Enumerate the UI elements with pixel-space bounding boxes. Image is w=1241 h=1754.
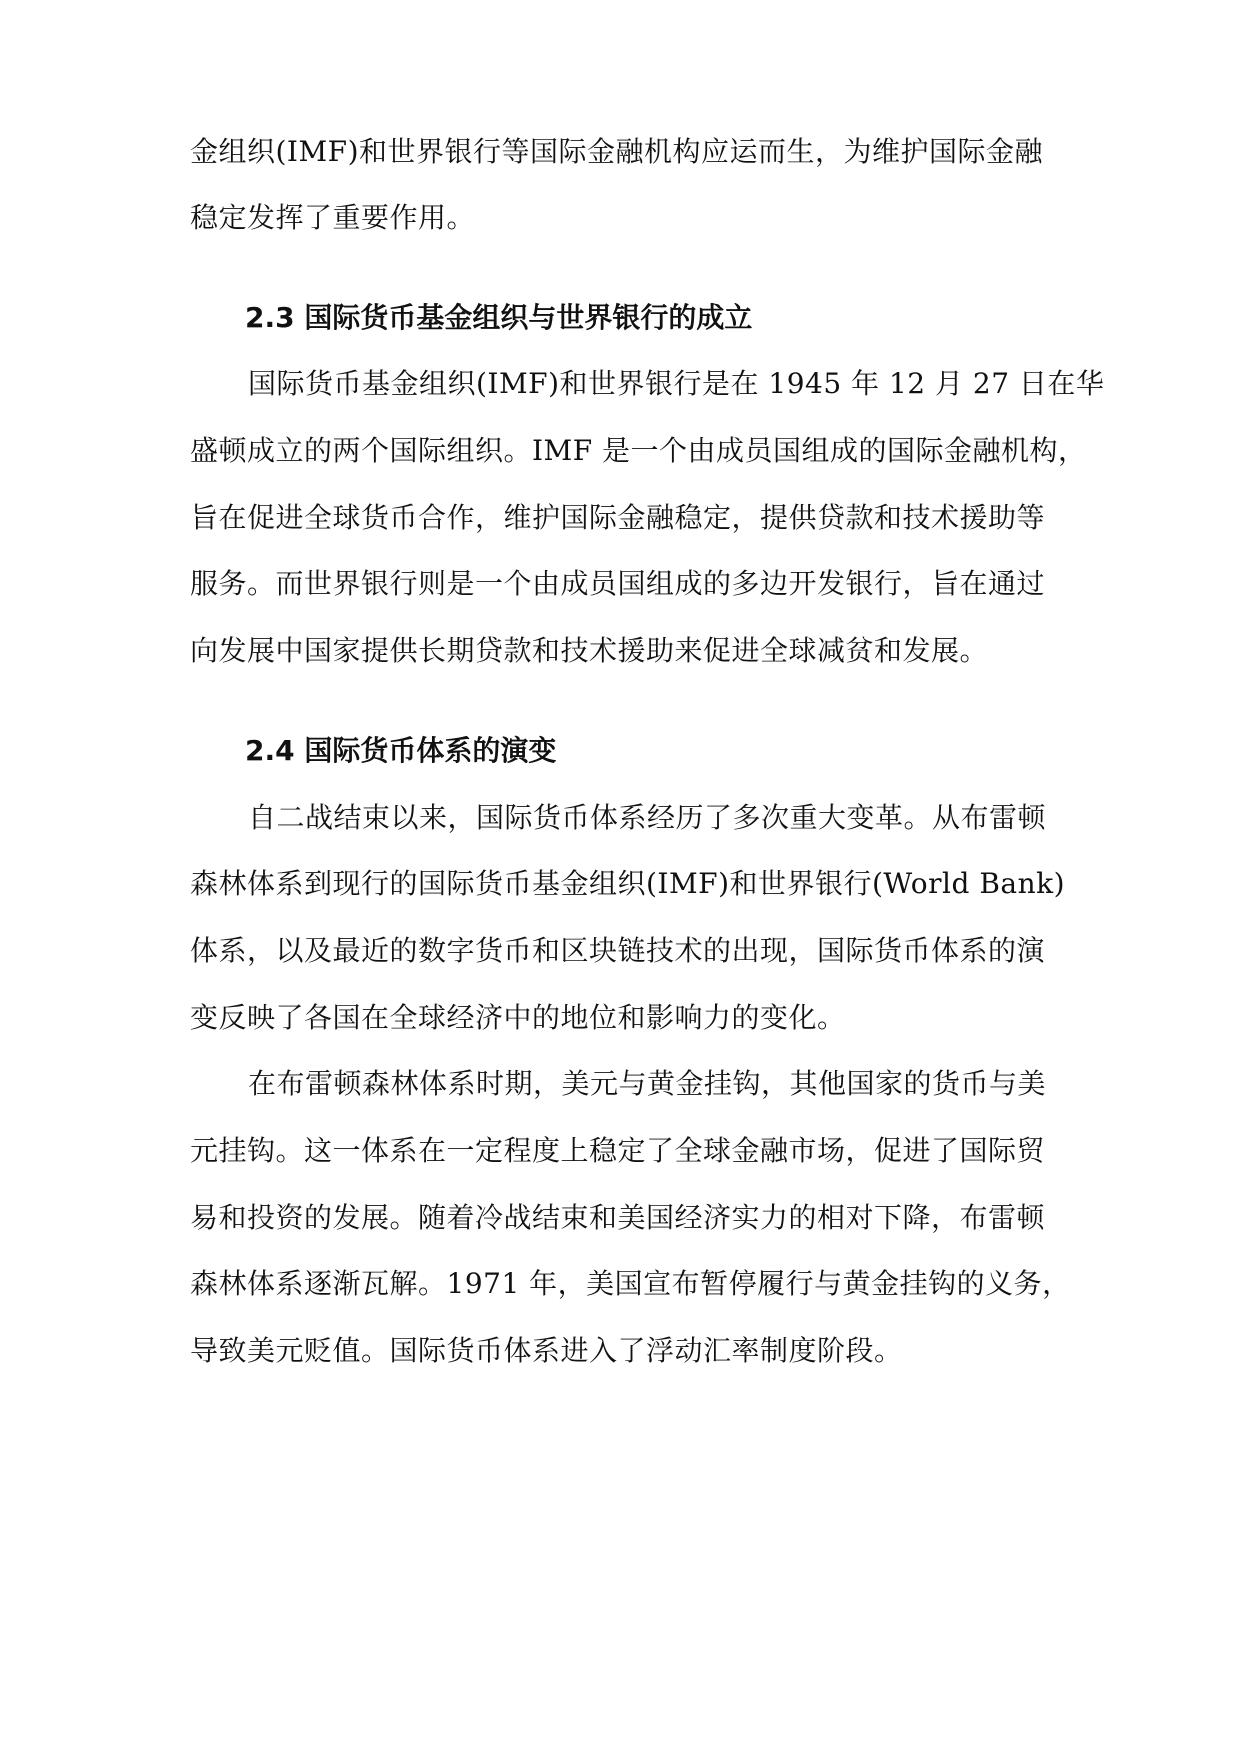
section-2-4-para1-line-3: 体系，以及最近的数字货币和区块链技术的出现，国际货币体系的演 [190, 934, 1046, 967]
section-2-4-para2-line-2: 元挂钩。这一体系在一定程度上稳定了全球金融市场，促进了国际贸 [190, 1134, 1046, 1167]
section-2-4-heading: 2.4 国际货币体系的演变 [245, 734, 557, 767]
section-2-3-para-line-2: 盛顿成立的两个国际组织。IMF 是一个由成员国组成的国际金融机构， [190, 434, 1087, 467]
section-2-4-para1-line-4: 变反映了各国在全球经济中的地位和影响力的变化。 [190, 1001, 846, 1034]
section-2-4-para1-line-1: 自二战结束以来，国际货币体系经历了多次重大变革。从布雷顿 [248, 801, 1047, 834]
section-2-4-para1-line-2: 森林体系到现行的国际货币基金组织(IMF)和世界银行(World Bank) [190, 867, 1066, 900]
intro-line-2: 稳定发挥了重要作用。 [190, 201, 476, 234]
section-2-4-para2-line-3: 易和投资的发展。随着冷战结束和美国经济实力的相对下降，布雷顿 [190, 1201, 1046, 1234]
section-2-3-para-line-3: 旨在促进全球货币合作，维护国际金融稳定，提供贷款和技术援助等 [190, 501, 1046, 534]
section-2-4-para2-line-4: 森林体系逐渐瓦解。1971 年，美国宣布暂停履行与黄金挂钩的义务， [190, 1267, 1071, 1300]
section-2-3-para-line-1: 国际货币基金组织(IMF)和世界银行是在 1945 年 12 月 27 日在华 [248, 367, 1105, 400]
intro-line-1: 金组织(IMF)和世界银行等国际金融机构应运而生，为维护国际金融 [190, 135, 1044, 168]
section-2-4-para2-line-5: 导致美元贬值。国际货币体系进入了浮动汇率制度阶段。 [190, 1334, 903, 1367]
section-2-3-para-line-5: 向发展中国家提供长期贷款和技术援助来促进全球减贫和发展。 [190, 634, 989, 667]
section-2-3-para-line-4: 服务。而世界银行则是一个由成员国组成的多边开发银行，旨在通过 [190, 567, 1046, 600]
section-2-3-heading: 2.3 国际货币基金组织与世界银行的成立 [245, 301, 753, 334]
section-2-4-para2-line-1: 在布雷顿森林体系时期，美元与黄金挂钩，其他国家的货币与美 [248, 1067, 1047, 1100]
